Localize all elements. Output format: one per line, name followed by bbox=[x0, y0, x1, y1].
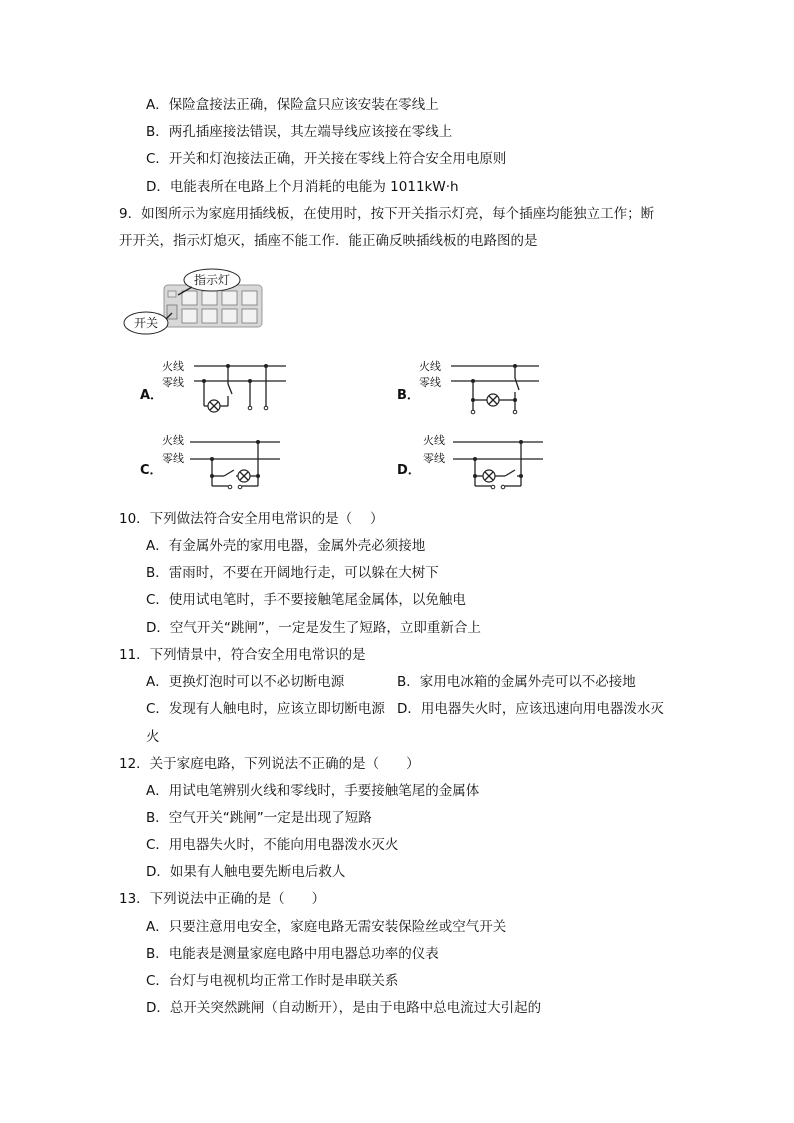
circuit-c-neutral-label: 零线 bbox=[162, 452, 184, 465]
indicator-lamp bbox=[168, 291, 176, 297]
circuit-a-label: A． bbox=[140, 388, 164, 403]
circuit-d-neutral-label: 零线 bbox=[423, 452, 445, 465]
q11-stem: 11．下列情景中，符合安全用电常识的是 bbox=[119, 647, 366, 663]
q10-stem: 10．下列做法符合安全用电常识的是（ ） bbox=[119, 511, 384, 527]
circuit-d-live-label: 火线 bbox=[423, 434, 445, 447]
q12-option-c: C．用电器失火时，不能向用电器泼水灭火 bbox=[146, 837, 399, 853]
q10-option-c: C．使用试电笔时，手不要接触笔尾金属体，以免触电 bbox=[146, 592, 466, 608]
q13-option-c: C．台灯与电视机均正常工作时是串联关系 bbox=[146, 973, 399, 989]
q8-option-a: A．保险盒接法正确，保险盒只应该安装在零线上 bbox=[146, 97, 439, 113]
circuit-a-diagram bbox=[160, 358, 290, 418]
q8-option-d: D．电能表所在电路上个月消耗的电能为 1011kW·h bbox=[146, 179, 459, 195]
q10-option-d: D．空气开关“跳闸”，一定是发生了短路，立即重新合上 bbox=[146, 620, 481, 636]
q13-option-b: B．电能表是测量家庭电路中用电器总功率的仪表 bbox=[146, 946, 439, 962]
circuit-a-live-label: 火线 bbox=[162, 360, 184, 373]
q11-option-d: D．用电器失火时，应该迅速向用电器泼水灭 bbox=[397, 701, 664, 717]
q11-option-b: B．家用电冰箱的金属外壳可以不必接地 bbox=[397, 674, 636, 690]
q9-stem-line1: 9．如图所示为家庭用插线板，在使用时，按下开关指示灯亮，每个插座均能独立工作；断 bbox=[119, 206, 655, 222]
q10-option-b: B．雷雨时，不要在开阔地行走，可以躲在大树下 bbox=[146, 565, 439, 581]
q13-stem: 13．下列说法中正确的是（ ） bbox=[119, 891, 326, 907]
q11-option-d-continued: 火 bbox=[146, 729, 160, 745]
circuit-b-label: B． bbox=[397, 388, 420, 403]
q12-option-b: B．空气开关“跳闸”一定是出现了短路 bbox=[146, 810, 372, 826]
q8-option-c: C．开关和灯泡接法正确，开关接在零线上符合安全用电原则 bbox=[146, 151, 507, 167]
switch-callout-label: 开关 bbox=[133, 316, 159, 330]
circuit-a-neutral-label: 零线 bbox=[162, 376, 184, 389]
circuit-c-label: C． bbox=[140, 463, 163, 478]
circuit-c-diagram bbox=[160, 432, 290, 494]
circuit-d-diagram bbox=[417, 432, 547, 494]
circuit-b-live-label: 火线 bbox=[419, 360, 441, 373]
circuit-b-neutral-label: 零线 bbox=[419, 376, 441, 389]
q10-option-a: A．有金属外壳的家用电器，金属外壳必须接地 bbox=[146, 538, 426, 554]
q9-stem-line2: 开开关，指示灯熄灭，插座不能工作．能正确反映插线板的电路图的是 bbox=[119, 233, 538, 249]
q11-option-c: C．发现有人触电时，应该立即切断电源 bbox=[146, 701, 385, 717]
q13-option-d: D．总开关突然跳闸（自动断开），是由于电路中总电流过大引起的 bbox=[146, 1000, 542, 1016]
q8-option-b: B．两孔插座接法错误，其左端导线应该接在零线上 bbox=[146, 124, 453, 140]
circuit-c-live-label: 火线 bbox=[162, 434, 184, 447]
q12-stem: 12．关于家庭电路，下列说法不正确的是（ ） bbox=[119, 756, 420, 772]
q13-option-a: A．只要注意用电安全，家庭电路无需安装保险丝或空气开关 bbox=[146, 919, 507, 935]
circuit-b-diagram bbox=[417, 358, 547, 418]
power-strip-figure bbox=[120, 265, 270, 340]
q12-option-d: D．如果有人触电要先断电后救人 bbox=[146, 864, 346, 880]
indicator-callout-label: 指示灯 bbox=[193, 273, 231, 287]
q11-option-a: A．更换灯泡时可以不必切断电源 bbox=[146, 674, 345, 690]
circuit-d-label: D． bbox=[397, 463, 421, 478]
q12-option-a: A．用试电笔辨别火线和零线时，手要接触笔尾的金属体 bbox=[146, 783, 480, 799]
